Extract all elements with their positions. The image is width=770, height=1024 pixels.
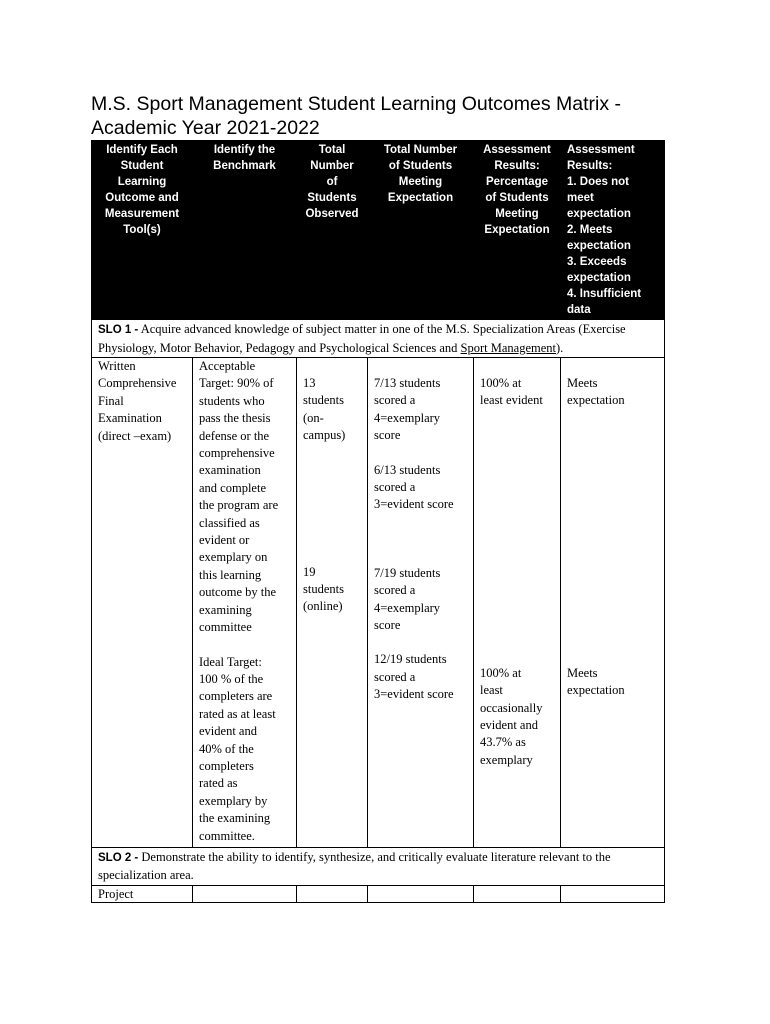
header-line: Percentage <box>485 176 548 188</box>
header-line: Learning <box>117 176 167 188</box>
slo-1-text-end: ). <box>556 340 564 355</box>
cell-line: 3=evident score <box>374 687 454 702</box>
cell-line <box>480 461 558 478</box>
header-assessment-results <box>561 141 665 320</box>
cell-line <box>303 496 365 513</box>
cell-line <box>480 512 558 529</box>
cell-line <box>480 410 558 427</box>
cell-line <box>567 648 662 665</box>
cell-line <box>567 512 662 529</box>
cell-line: committee <box>199 620 252 635</box>
header-line: expectation <box>567 208 631 220</box>
cell-line <box>480 444 558 461</box>
cell-line: this learning <box>199 567 262 582</box>
cell-line <box>303 462 365 479</box>
header-benchmark <box>193 141 297 320</box>
cell-line: 4=exemplary <box>374 410 441 425</box>
cell-line: score <box>374 618 401 633</box>
slo-2-label: SLO 2 - <box>98 851 139 864</box>
header-line: Observed <box>305 208 359 220</box>
cell-benchmark <box>193 885 297 902</box>
cell-line <box>567 478 662 495</box>
header-measurement-tool <box>92 141 193 320</box>
cell-meeting <box>368 358 474 848</box>
cell-line <box>480 546 558 563</box>
slo-1-link-text: Sport Management <box>460 340 556 355</box>
table-row <box>92 885 665 902</box>
header-line: 4. Insufficient <box>567 288 642 300</box>
header-line: Students <box>307 192 357 204</box>
slo-1-text: Acquire advanced knowledge of subject matter in one of the M.S. Specialization Areas (Exercise Physiology, Motor Behavior, Pedagogy and Psychological Sciences and <box>98 322 626 355</box>
header-line: of <box>326 176 338 188</box>
cell-line: 7/13 students <box>374 376 441 390</box>
cell-line <box>567 495 662 512</box>
cell-line: pass the thesis <box>199 411 271 426</box>
cell-line: 6/13 students <box>374 462 441 477</box>
cell-percentage <box>474 885 561 902</box>
cell-line: Written <box>98 359 136 373</box>
cell-line <box>480 614 558 631</box>
header-line: Meeting <box>398 176 443 188</box>
header-line: Tool(s) <box>123 224 161 236</box>
cell-line: Target: 90% of <box>199 376 274 391</box>
header-line: expectation <box>567 240 631 252</box>
slo-2-row <box>92 847 665 885</box>
cell-line: 100% at <box>480 376 522 390</box>
header-line: Outcome and <box>105 192 179 204</box>
cell-line: scored a <box>374 480 416 495</box>
cell-results <box>561 885 665 902</box>
cell-line: 100% at <box>480 665 522 680</box>
slo-2-text: Demonstrate the ability to identify, synthesize, and critically evaluate literature relevant to the specialization area. <box>98 849 611 883</box>
header-percentage-meeting <box>474 141 561 320</box>
cell-line: examination <box>199 463 261 478</box>
cell-line: and complete <box>199 480 266 495</box>
outcomes-matrix-table <box>91 140 665 903</box>
cell-line: 13 <box>303 376 316 390</box>
cell-percentage <box>474 358 561 848</box>
cell-line: (on- <box>303 410 324 425</box>
cell-line <box>480 478 558 495</box>
cell-line <box>567 427 662 444</box>
cell-line <box>567 529 662 546</box>
cell-line <box>567 563 662 580</box>
cell-line <box>303 547 365 564</box>
cell-line <box>567 444 662 461</box>
cell-line <box>567 358 662 375</box>
document-title <box>91 92 691 140</box>
cell-line: scored a <box>374 669 416 684</box>
cell-line <box>374 445 471 462</box>
title-line-1: M.S. Sport Management Student Learning Outcomes Matrix - <box>91 93 621 115</box>
cell-line: Final <box>98 393 124 408</box>
cell-line <box>480 648 558 665</box>
cell-line: score <box>374 428 401 443</box>
header-line: Expectation <box>484 224 550 236</box>
cell-line: 100 % of the <box>199 671 264 686</box>
cell-line: campus) <box>303 428 346 443</box>
cell-line: scored a <box>374 583 416 598</box>
header-line: of Students <box>485 192 549 204</box>
header-line: Student <box>120 160 164 172</box>
cell-line <box>567 631 662 648</box>
cell-line: 3=evident score <box>374 497 454 512</box>
cell-line <box>480 631 558 648</box>
header-line: Results: <box>567 160 613 172</box>
cell-line <box>374 514 471 531</box>
header-line: Results: <box>494 160 540 172</box>
header-row <box>92 141 665 320</box>
cell-line <box>567 580 662 597</box>
cell-line: 40% of the <box>199 741 254 756</box>
header-total-meeting <box>368 141 474 320</box>
cell-line: students who <box>199 393 265 408</box>
cell-observed <box>297 885 368 902</box>
cell-line <box>567 410 662 427</box>
cell-line: defense or the <box>199 428 270 443</box>
cell-line <box>374 548 471 565</box>
table-row <box>92 358 665 848</box>
cell-line: the program are <box>199 498 279 513</box>
cell-line: Examination <box>98 411 162 426</box>
cell-line: evident or <box>199 533 250 548</box>
header-line: Measurement <box>104 208 180 220</box>
cell-observed <box>297 358 368 848</box>
cell-line: rated as at least <box>199 706 276 721</box>
cell-line: committee. <box>199 828 255 843</box>
cell-line <box>303 479 365 496</box>
header-line: Benchmark <box>213 160 276 172</box>
cell-line <box>480 597 558 614</box>
cell-line: examining <box>199 602 252 617</box>
cell-line: comprehensive <box>199 446 275 461</box>
header-line: 1. Does not <box>567 176 629 188</box>
cell-line: Meets <box>567 376 598 390</box>
cell-line: classified as <box>199 515 260 530</box>
header-line: data <box>567 304 591 316</box>
cell-line: 7/19 students <box>374 565 441 580</box>
cell-line <box>303 358 365 375</box>
cell-line: Comprehensive <box>98 376 177 391</box>
cell-line: (online) <box>303 599 343 614</box>
cell-meeting <box>368 885 474 902</box>
cell-line: Acceptable <box>199 359 256 373</box>
cell-benchmark <box>193 358 297 848</box>
cell-line <box>303 445 365 462</box>
cell-line <box>480 580 558 597</box>
cell-line: exemplary on <box>199 550 268 565</box>
slo-1-label: SLO 1 - <box>98 324 139 336</box>
header-line: of Students <box>388 160 453 172</box>
cell-line: Meets <box>567 665 598 680</box>
cell-line: completers are <box>199 689 273 704</box>
cell-line: least evident <box>480 393 543 408</box>
header-line: Total Number <box>383 144 458 156</box>
cell-line: 43.7% as <box>480 735 526 750</box>
header-line: Total <box>318 144 346 156</box>
header-line: 2. Meets <box>567 224 613 236</box>
cell-line <box>199 637 294 654</box>
cell-line <box>480 495 558 512</box>
cell-line: expectation <box>567 683 625 698</box>
cell-line: Ideal Target: <box>199 654 262 669</box>
cell-line: rated as <box>199 776 238 791</box>
cell-line: students <box>303 582 344 597</box>
cell-line: expectation <box>567 393 625 408</box>
cell-line <box>303 513 365 530</box>
cell-line: least <box>480 683 503 698</box>
header-line: Assessment <box>567 144 635 156</box>
cell-line <box>480 427 558 444</box>
cell-line: students <box>303 393 344 408</box>
cell-line: (direct –exam) <box>98 428 172 443</box>
slo-1-row <box>92 320 665 358</box>
cell-line <box>567 597 662 614</box>
cell-results <box>561 358 665 848</box>
header-line: expectation <box>567 272 631 284</box>
header-line: Expectation <box>387 192 454 204</box>
cell-line: 19 <box>303 564 316 579</box>
cell-line: scored a <box>374 393 416 408</box>
cell-line <box>480 563 558 580</box>
header-line: Assessment <box>483 144 551 156</box>
cell-line: evident and <box>199 724 257 739</box>
cell-line <box>374 531 471 548</box>
cell-line: evident and <box>480 718 538 733</box>
cell-line: 4=exemplary <box>374 600 441 615</box>
cell-line <box>480 529 558 546</box>
slo-1-cell <box>92 320 665 358</box>
cell-line <box>480 358 558 375</box>
cell-measurement <box>92 358 193 848</box>
cell-line <box>303 530 365 547</box>
cell-line: outcome by the <box>199 585 277 600</box>
cell-line <box>567 546 662 563</box>
cell-line: 12/19 students <box>374 652 447 667</box>
header-line: Number <box>310 160 354 172</box>
cell-measurement: Project <box>92 885 193 902</box>
header-line: Meeting <box>495 208 539 220</box>
cell-line <box>374 358 471 375</box>
cell-line: occasionally <box>480 700 543 715</box>
cell-line: completers <box>199 758 254 773</box>
title-line-2: Academic Year 2021-2022 <box>91 117 320 139</box>
cell-line: exemplary <box>480 752 533 767</box>
cell-line <box>567 461 662 478</box>
cell-line <box>567 614 662 631</box>
header-line: 3. Exceeds <box>567 256 627 268</box>
header-line: Identify the <box>213 144 276 156</box>
cell-line <box>374 634 471 651</box>
header-line: meet <box>567 192 594 204</box>
header-line: Identify Each <box>106 144 178 156</box>
slo-2-cell <box>92 847 665 885</box>
header-total-observed <box>297 141 368 320</box>
cell-line: exemplary by <box>199 793 268 808</box>
cell-line: the examining <box>199 811 271 826</box>
